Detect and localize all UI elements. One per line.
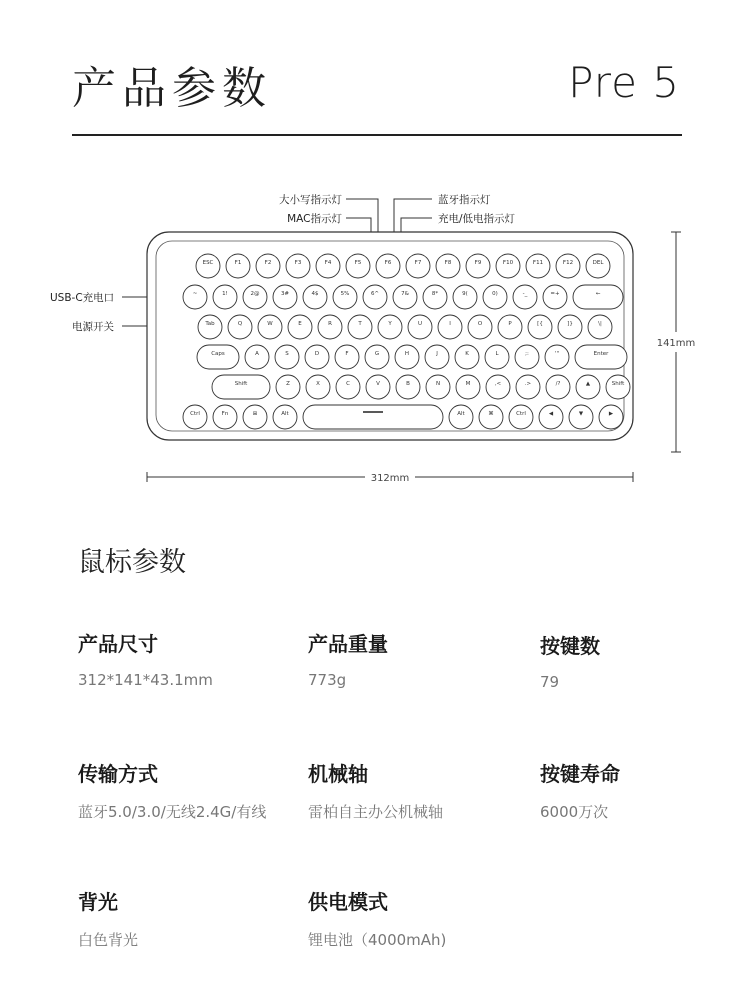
key-cap [303, 285, 327, 309]
key-cap [586, 254, 610, 278]
key-label: V [376, 381, 380, 387]
key-cap [599, 405, 623, 429]
key-cap [406, 254, 430, 278]
spec-name: 供电模式 [308, 890, 388, 914]
key-cap [453, 285, 477, 309]
key-label: ]} [567, 321, 573, 327]
height-dimension: 141mm [656, 338, 696, 349]
key-label: Q [237, 321, 243, 327]
key-label: DEL [592, 260, 604, 266]
key-label: ▲ [585, 381, 591, 387]
key-label: K [465, 351, 469, 357]
key-label: 2@ [250, 291, 260, 297]
key-label: ▶ [608, 411, 614, 417]
spec-name: 产品重量 [308, 632, 388, 656]
key-cap [528, 315, 552, 339]
spec-key-count [540, 630, 750, 691]
key-cap [423, 285, 447, 309]
key-label: F4 [324, 260, 332, 266]
key-cap [509, 405, 533, 429]
key-cap [366, 375, 390, 399]
key-cap [498, 315, 522, 339]
spec-name: 产品尺寸 [78, 632, 158, 656]
key-cap [212, 375, 270, 399]
spec-backlight [78, 886, 318, 950]
spec-value: 312*141*43.1mm [78, 671, 213, 689]
key-label: 1! [222, 291, 228, 297]
key-label: T [358, 321, 362, 327]
key-cap [273, 405, 297, 429]
key-label: U [417, 321, 423, 327]
key-label: ▼ [578, 411, 584, 417]
key-cap [486, 375, 510, 399]
key-label: Ctrl [190, 411, 200, 417]
key-label: ;: [525, 351, 529, 357]
key-cap [515, 345, 539, 369]
key-label: 6^ [370, 291, 380, 297]
key-cap [436, 254, 460, 278]
key-cap [479, 405, 503, 429]
key-label: F8 [444, 260, 452, 266]
key-cap [306, 375, 330, 399]
key-cap [575, 345, 627, 369]
key-label: \| [598, 321, 602, 327]
spec-value: 79 [540, 673, 560, 691]
spec-name: 按键寿命 [540, 762, 620, 786]
key-cap [576, 375, 600, 399]
key-cap [303, 405, 443, 429]
key-label: 3# [280, 291, 290, 297]
key-cap [288, 315, 312, 339]
key-cap [438, 315, 462, 339]
key-cap [455, 345, 479, 369]
key-cap [573, 285, 623, 309]
spec-value: 雷柏自主办公机械轴 [308, 803, 444, 821]
key-label: F2 [264, 260, 272, 266]
spec-name: 背光 [78, 890, 118, 914]
key-label: E [298, 321, 302, 327]
key-label: ← [595, 291, 601, 297]
key-cap [485, 345, 509, 369]
key-cap [483, 285, 507, 309]
key-cap [256, 254, 280, 278]
key-cap [183, 285, 207, 309]
key-label: C [346, 381, 350, 387]
key-cap [213, 285, 237, 309]
key-cap [393, 285, 417, 309]
key-cap [363, 285, 387, 309]
key-label: Alt [281, 411, 289, 417]
key-cap [183, 405, 207, 429]
key-label: /? [555, 381, 561, 387]
brand-logo: Pre 5 [568, 58, 680, 107]
key-label: G [374, 351, 380, 357]
spec-value: 773g [308, 671, 347, 689]
spec-name: 机械轴 [308, 762, 368, 786]
key-label: Y [388, 321, 392, 327]
page-title: 产品参数 [72, 63, 272, 114]
key-cap [513, 285, 537, 309]
key-cap [468, 315, 492, 339]
key-label: Caps [211, 351, 225, 357]
key-cap [543, 285, 567, 309]
key-label: ~ [192, 291, 198, 297]
key-label: F12 [562, 260, 574, 266]
key-label: Ctrl [516, 411, 526, 417]
key-label: ⌘ [488, 411, 494, 417]
key-label: ◀ [548, 411, 554, 417]
spec-value: 白色背光 [78, 931, 139, 949]
key-cap [333, 285, 357, 309]
key-cap [346, 254, 370, 278]
key-label: F3 [294, 260, 302, 266]
key-cap [466, 254, 490, 278]
key-cap [228, 315, 252, 339]
key-cap [546, 375, 570, 399]
key-cap [276, 375, 300, 399]
key-cap [245, 345, 269, 369]
key-label: -_ [522, 291, 528, 297]
key-label: F5 [354, 260, 362, 266]
key-label: X [316, 381, 320, 387]
mac-indicator-label: MAC指示灯 [287, 213, 342, 225]
key-cap [606, 375, 630, 399]
key-cap [305, 345, 329, 369]
key-cap [558, 315, 582, 339]
key-label: 4$ [311, 291, 319, 297]
key-label: Alt [457, 411, 465, 417]
key-label: F [345, 351, 349, 357]
usb-port-label: USB-C充电口 [50, 292, 115, 304]
key-cap [588, 315, 612, 339]
spec-value: 锂电池（4000mAh) [308, 931, 447, 949]
key-cap [539, 405, 563, 429]
key-cap [197, 345, 239, 369]
key-label: 9( [462, 291, 468, 297]
key-label: F10 [502, 260, 514, 266]
key-cap [365, 345, 389, 369]
width-dimension: 312mm [370, 473, 410, 484]
key-cap [545, 345, 569, 369]
caps-indicator-label: 大小写指示灯 [279, 194, 342, 206]
key-label: D [314, 351, 320, 357]
key-cap [226, 254, 250, 278]
key-label: ESC [202, 260, 214, 266]
key-cap [376, 254, 400, 278]
key-cap [556, 254, 580, 278]
key-label: J [436, 351, 438, 357]
key-label: '" [554, 351, 560, 357]
key-label: F7 [414, 260, 422, 266]
key-cap [408, 315, 432, 339]
key-label: I [449, 321, 451, 327]
key-label: Z [286, 381, 290, 387]
spec-value: 蓝牙5.0/3.0/无线2.4G/有线 [78, 803, 267, 821]
key-cap [526, 254, 550, 278]
key-label: 5% [340, 291, 350, 297]
key-label: P [508, 321, 512, 327]
key-label: Tab [205, 321, 215, 327]
spec-transmission [78, 758, 318, 822]
key-label: .> [524, 381, 532, 387]
key-label: F9 [474, 260, 482, 266]
key-cap [243, 285, 267, 309]
key-cap [275, 345, 299, 369]
key-cap [496, 254, 520, 278]
key-cap [273, 285, 297, 309]
key-cap [516, 375, 540, 399]
key-cap [258, 315, 282, 339]
key-cap [336, 375, 360, 399]
key-label: ,< [494, 381, 502, 387]
key-cap [335, 345, 359, 369]
key-label: L [495, 351, 499, 357]
key-cap [425, 345, 449, 369]
key-cap [456, 375, 480, 399]
key-cap [396, 375, 420, 399]
key-label: Fn [221, 411, 229, 417]
key-label: A [255, 351, 259, 357]
key-label: F11 [532, 260, 544, 266]
key-label: S [285, 351, 289, 357]
key-cap [348, 315, 372, 339]
key-label: 7& [401, 291, 409, 297]
spec-key-lifespan [540, 758, 750, 822]
bt-indicator-label: 蓝牙指示灯 [438, 194, 491, 206]
key-cap [426, 375, 450, 399]
key-cap [196, 254, 220, 278]
key-label: B [406, 381, 410, 387]
power-switch-label: 电源开关 [72, 321, 114, 333]
spec-name: 传输方式 [78, 762, 158, 786]
key-label: Enter [593, 351, 609, 357]
spec-switch [308, 758, 548, 822]
spec-size [78, 628, 318, 689]
key-label: H [404, 351, 410, 357]
key-label: O [477, 321, 483, 327]
key-cap [395, 345, 419, 369]
key-label: =+ [550, 291, 560, 297]
key-label: Shift [234, 381, 248, 387]
key-label: M [465, 381, 471, 387]
key-label: 0) [492, 291, 498, 297]
key-label: W [267, 321, 273, 327]
key-cap [198, 315, 222, 339]
key-cap [213, 405, 237, 429]
section-title: 鼠标参数 [78, 547, 186, 578]
key-label: F1 [234, 260, 242, 266]
key-label: [{ [537, 321, 543, 327]
key-cap [569, 405, 593, 429]
spec-value: 6000万次 [540, 803, 609, 821]
key-cap [449, 405, 473, 429]
key-cap [378, 315, 402, 339]
spec-weight [308, 628, 548, 689]
key-label: N [435, 381, 441, 387]
key-label: Shift [611, 381, 625, 387]
key-label: 8* [431, 291, 439, 297]
key-label: ⊞ [252, 411, 258, 417]
charge-indicator-label: 充电/低电指示灯 [438, 213, 516, 225]
key-cap [318, 315, 342, 339]
key-label: R [328, 321, 332, 327]
key-cap [243, 405, 267, 429]
key-cap [286, 254, 310, 278]
spec-name: 按键数 [540, 634, 600, 658]
key-cap [316, 254, 340, 278]
spec-power [308, 886, 548, 950]
key-label: F6 [384, 260, 392, 266]
